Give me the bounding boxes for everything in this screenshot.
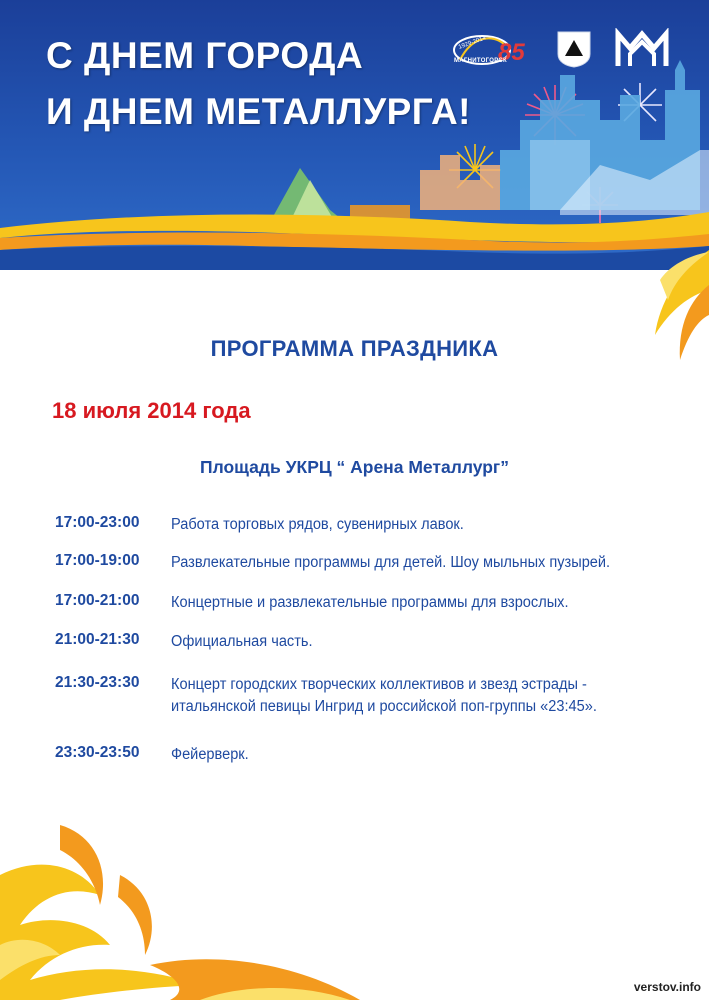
header-banner [0, 0, 709, 270]
schedule-time: 17:00-19:00 [55, 552, 140, 569]
banner-title-line-1: С ДНЕМ ГОРОДА [46, 35, 364, 76]
schedule-time: 21:30-23:30 [55, 674, 140, 691]
schedule-description: Концертные и развлекательные программы для взрослых. [171, 594, 569, 611]
anniversary-city: МАГНИТОГОРСК [454, 58, 507, 64]
city-coat-of-arms-icon [556, 30, 592, 68]
anniversary-years: 1929-2014 [457, 35, 487, 51]
flame-decoration-bottom [0, 815, 420, 1000]
schedule-description: Развлекательные программы для детей. Шоу мыльных пузырей. [171, 554, 611, 571]
schedule-description: Работа торговых рядов, сувенирных лавок. [171, 516, 464, 533]
mmk-logo-icon [614, 28, 670, 70]
schedule-time: 17:00-21:00 [55, 592, 140, 609]
schedule-description: Фейерверк. [171, 746, 249, 763]
banner-title [46, 28, 471, 140]
schedule-time: 17:00-23:00 [55, 514, 140, 531]
schedule-time: 23:30-23:50 [55, 744, 140, 761]
schedule-time: 21:00-21:30 [55, 631, 140, 648]
banner-title-line-2: И ДНЕМ МЕТАЛЛУРГА! [46, 91, 471, 132]
venue-title: Площадь УКРЦ “ Арена Металлург” [200, 457, 509, 477]
schedule-description: Официальная часть. [171, 633, 313, 650]
anniversary-number: 85 [498, 39, 525, 66]
program-title: ПРОГРАММА ПРАЗДНИКА [210, 336, 499, 361]
anniversary-85-logo [452, 30, 532, 70]
source-watermark: verstov.info [633, 980, 701, 994]
schedule-description: Концерт городских творческих коллективов и звезд эстрады - итальянской певицы Ингрид и российской поп-группы «23:45». [171, 676, 597, 715]
event-date: 18 июля 2014 года [52, 398, 251, 423]
anniversary-85-icon [452, 30, 532, 70]
